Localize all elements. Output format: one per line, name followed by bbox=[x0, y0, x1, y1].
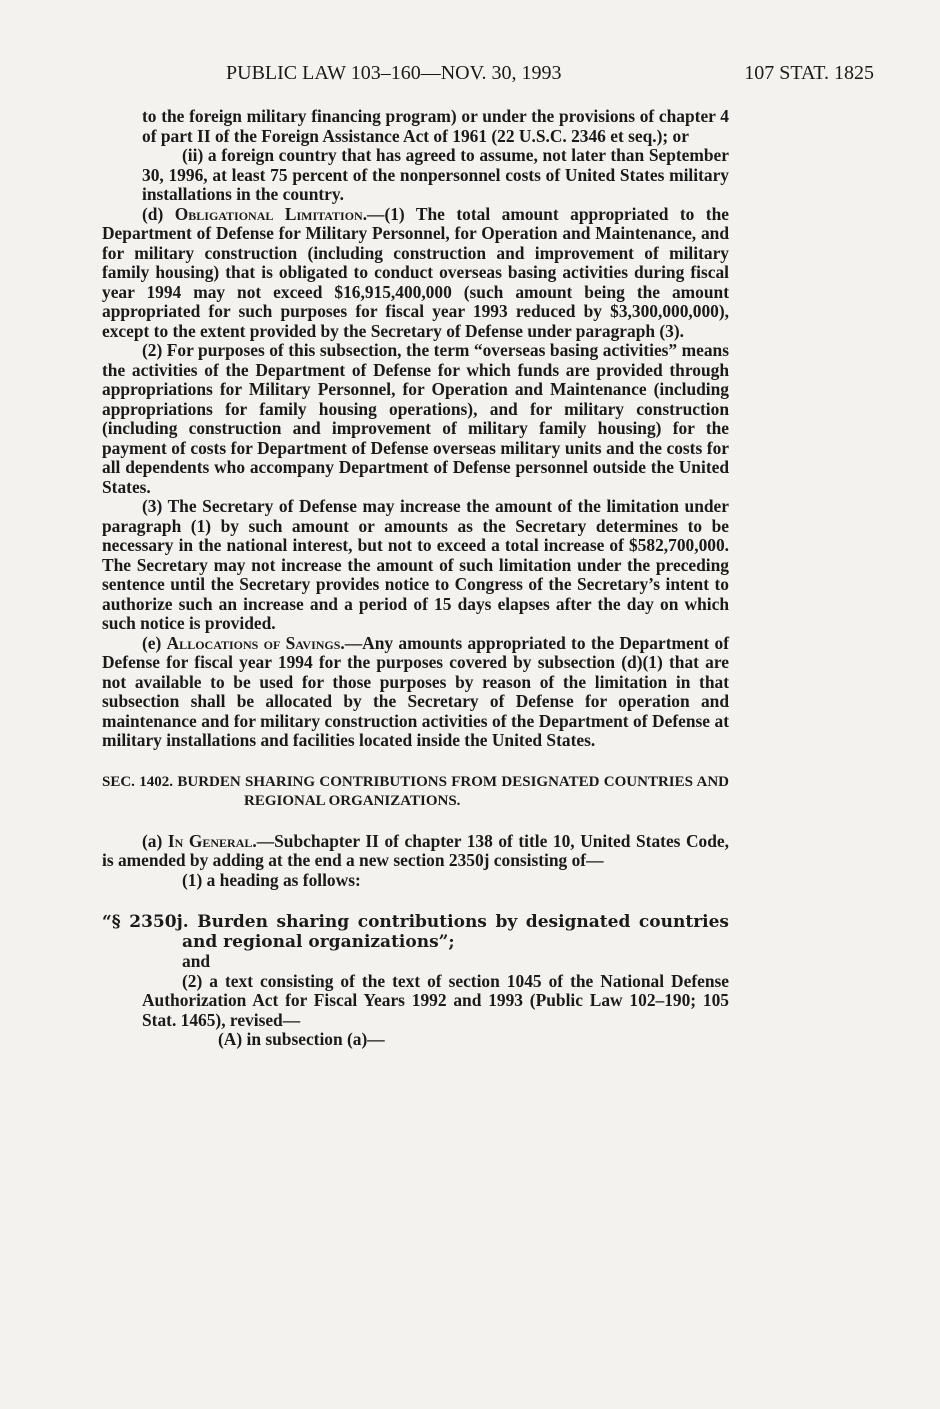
paragraph-d2: (2) For purposes of this subsection, the term “overseas basing activities” means the activities of the Department of Defense for which funds are provided through appropriations for Military Personnel, for Operation and Maintenance (including appropriations for family housing operations), and for military construction (including construction and improvement of military family housing) for the payment of costs for Department of Defense overseas military units and the costs for all dependents who accompany Department of Defense personnel outside the United States. bbox=[102, 340, 729, 497]
section-heading bbox=[102, 773, 729, 811]
section-title: BURDEN SHARING CONTRIBUTIONS FROM DESIGNATED COUNTRIES AND REGIONAL ORGANIZATIONS. bbox=[177, 773, 730, 809]
subsection-e-heading: Allocations of Savings. bbox=[166, 632, 345, 653]
item-1: (1) a heading as follows: bbox=[182, 869, 361, 890]
running-title: PUBLIC LAW 103–160—NOV. 30, 1993 bbox=[226, 62, 562, 84]
item-2: (2) a text consisting of the text of section 1045 of the National Defense Authorization Act for Fiscal Years 1992 and 1993 (Public Law 102–190; 105 Stat. 1465), revised— bbox=[142, 970, 729, 1030]
page-header bbox=[226, 62, 874, 88]
subsection-e bbox=[102, 634, 729, 751]
subsection-a-text: —Subchapter II of chapter 138 of title 10, United States Code, is amended by adding at the end a new section 2350j consisting of— bbox=[102, 830, 729, 870]
subsection-a bbox=[102, 832, 729, 871]
paragraph-ii: (ii) a foreign country that has agreed to assume, not later than September 30, 1996, at least 75 percent of the nonpersonnel costs of United States military installations in the country. bbox=[142, 145, 729, 204]
paragraph-continuation: to the foreign military financing program) or under the provisions of chapter 4 of part II of the Foreign Assistance Act of 1961 (22 U.S.C. 2346 et seq.); or bbox=[142, 106, 729, 146]
item-A: (A) in subsection (a)— bbox=[218, 1029, 385, 1049]
subsection-a-label: (a) bbox=[142, 830, 168, 851]
paragraph-d3: (3) The Secretary of Defense may increase the amount of the limitation under paragraph (1) by such amount or amounts as the Secretary determines to be necessary in the national interest, but not to exceed a total increase of $582,700,000. The Secretary may not increase the amount of such limitation under the preceding sentence until the Secretary provides notice to Congress of the Secretary’s intent to authorize such an increase and a period of 15 days elapses after the day on which such notice is provided. bbox=[102, 496, 729, 633]
subsection-d-heading: Obligational Limitation. bbox=[174, 203, 368, 224]
section-number: SEC. 1402. bbox=[102, 773, 178, 790]
text-column bbox=[102, 107, 729, 1050]
subsection-d bbox=[102, 205, 729, 342]
new-section-heading: “§ 2350j. Burden sharing contributions by designated countries and regional organizations”; bbox=[102, 912, 729, 952]
subsection-a-heading: In General. bbox=[167, 830, 257, 851]
statute-page-number: 107 STAT. 1825 bbox=[744, 62, 874, 84]
subsection-e-text: —Any amounts appropriated to the Department of Defense for fiscal year 1994 for the purposes covered by subsection (d)(1) that are not available to be used for those purposes by reason of the limitation in that subsection shall be allocated by the Secretary of Defense for operation and maintenance and for military construction activities of the Department of Defense at military installations and facilities located inside the United States. bbox=[102, 632, 729, 750]
subsection-d-label: (d) bbox=[142, 203, 175, 224]
subsection-d-text: —(1) The total amount appropriated to the Department of Defense for Military Personnel, for Operation and Maintenance, and for military construction (including construction and improvement of military family housing) that is obligated to conduct overseas basing activities during fiscal year 1994 may not exceed $16,915,400,000 (such amount being the amount appropriated for such purposes for fiscal year 1993 reduced by $3,300,000,000), except to the extent provided by the Secretary of Defense under paragraph (3). bbox=[102, 203, 729, 341]
subsection-e-label: (e) bbox=[142, 632, 167, 653]
conjunction-and: and bbox=[182, 951, 211, 971]
